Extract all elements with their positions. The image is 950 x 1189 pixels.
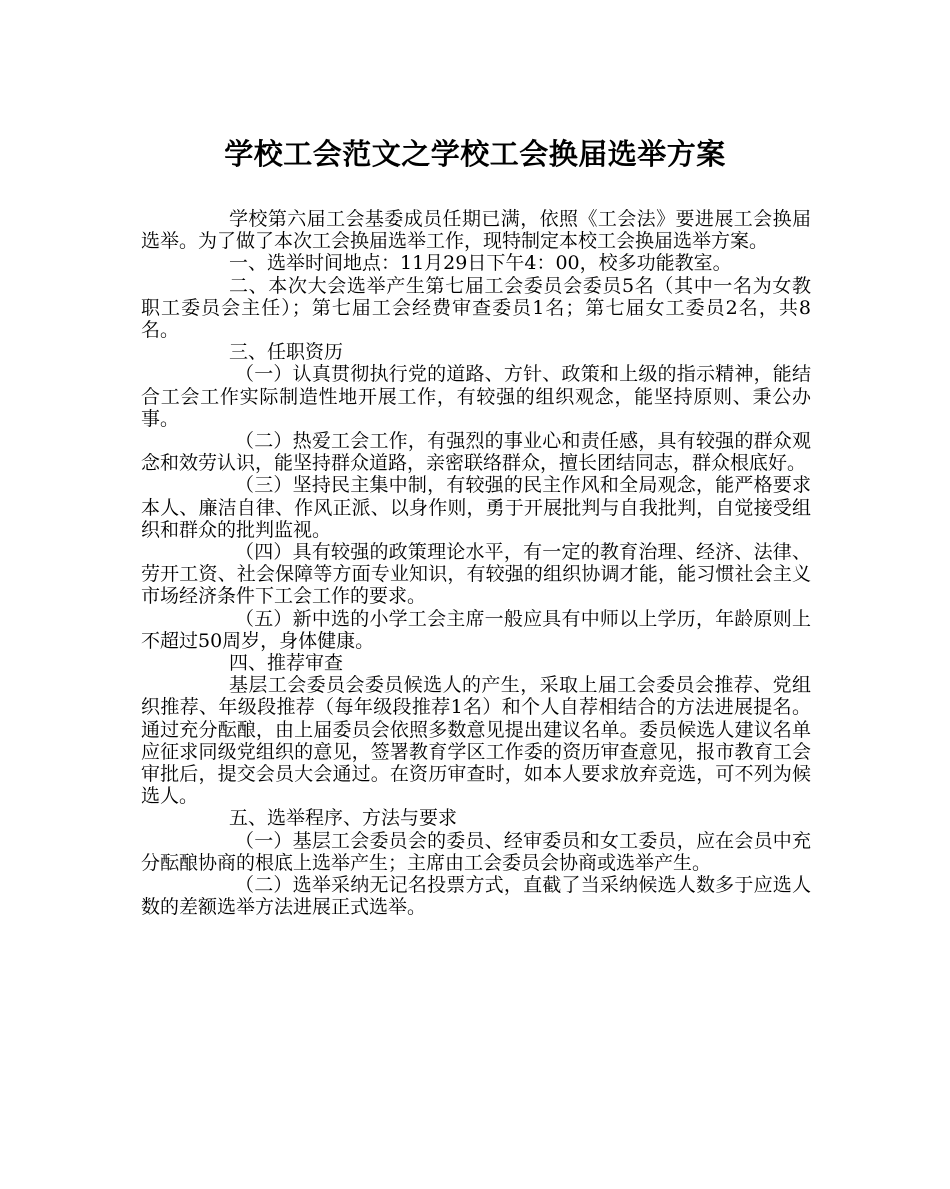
paragraph-section-3-heading: 三、任职资历 (229, 341, 344, 364)
paragraph-section-5-heading: 五、选举程序、方法与要求 (229, 807, 458, 830)
paragraph-intro: 学校第六届工会基委成员任期已满，依照《工会法》要进展工会换届选举。为了做了本次工会换届选举工作，现特制定本校工会换届选举方案。 (141, 208, 811, 253)
paragraph-section-4-heading: 四、推荐审查 (229, 652, 344, 675)
document-title: 学校工会范文之学校工会换届选举方案 (224, 137, 726, 171)
paragraph-qualification-5: （五）新中选的小学工会主席一般应具有中师以上学历，年龄原则上不超过50周岁，身体健康。 (141, 607, 811, 652)
paragraph-procedure-1: （一）基层工会委员会的委员、经审委员和女工委员，应在会员中充分酝酿协商的根底上选举产生；主席由工会委员会协商或选举产生。 (141, 829, 811, 874)
paragraph-section-2: 二、本次大会选举产生第七届工会委员会委员5名（其中一名为女教职工委员会主任）；第七届工会经费审查委员1名；第七届女工委员2名，共8名。 (141, 274, 811, 342)
paragraph-qualification-1: （一）认真贯彻执行党的道路、方针、政策和上级的指示精神，能结合工会工作实际制造性地开展工作，有较强的组织观念，能坚持原则、秉公办事。 (141, 363, 811, 430)
paragraph-nomination: 基层工会委员会委员候选人的产生，采取上届工会委员会推荐、党组织推荐、年级段推荐（每年级段推荐1名）和个人自荐相结合的方法进展提名。通过充分酝酿，由上届委员会依照多数意见提出建议名单。委员候选人建议名单应征求同级党组织的意见，签署教育学区工作委的资历审查意见，报市教育工会审批后，提交会员大会通过。在资历审查时，如本人要求放弃竞选，可不列为候选人。 (141, 674, 811, 808)
document-body (141, 208, 811, 919)
paragraph-qualification-3: （三）坚持民主集中制，有较强的民主作风和全局观念，能严格要求本人、廉洁自律、作风正派、以身作则，勇于开展批判与自我批判，自觉接受组织和群众的批判监视。 (141, 474, 811, 541)
paragraph-section-1: 一、选举时间地点：11月29日下午4：00，校多功能教室。 (229, 252, 732, 275)
paragraph-qualification-4: （四）具有较强的政策理论水平，有一定的教育治理、经济、法律、劳开工资、社会保障等方面专业知识，有较强的组织协调才能，能习惯社会主义市场经济条件下工会工作的要求。 (141, 541, 811, 608)
paragraph-procedure-2: （二）选举采纳无记名投票方式，直截了当采纳候选人数多于应选人数的差额选举方法进展正式选举。 (141, 874, 811, 919)
paragraph-qualification-2: （二）热爱工会工作，有强烈的事业心和责任感，具有较强的群众观念和效劳认识，能坚持群众道路，亲密联络群众，擅长团结同志，群众根底好。 (141, 430, 811, 475)
